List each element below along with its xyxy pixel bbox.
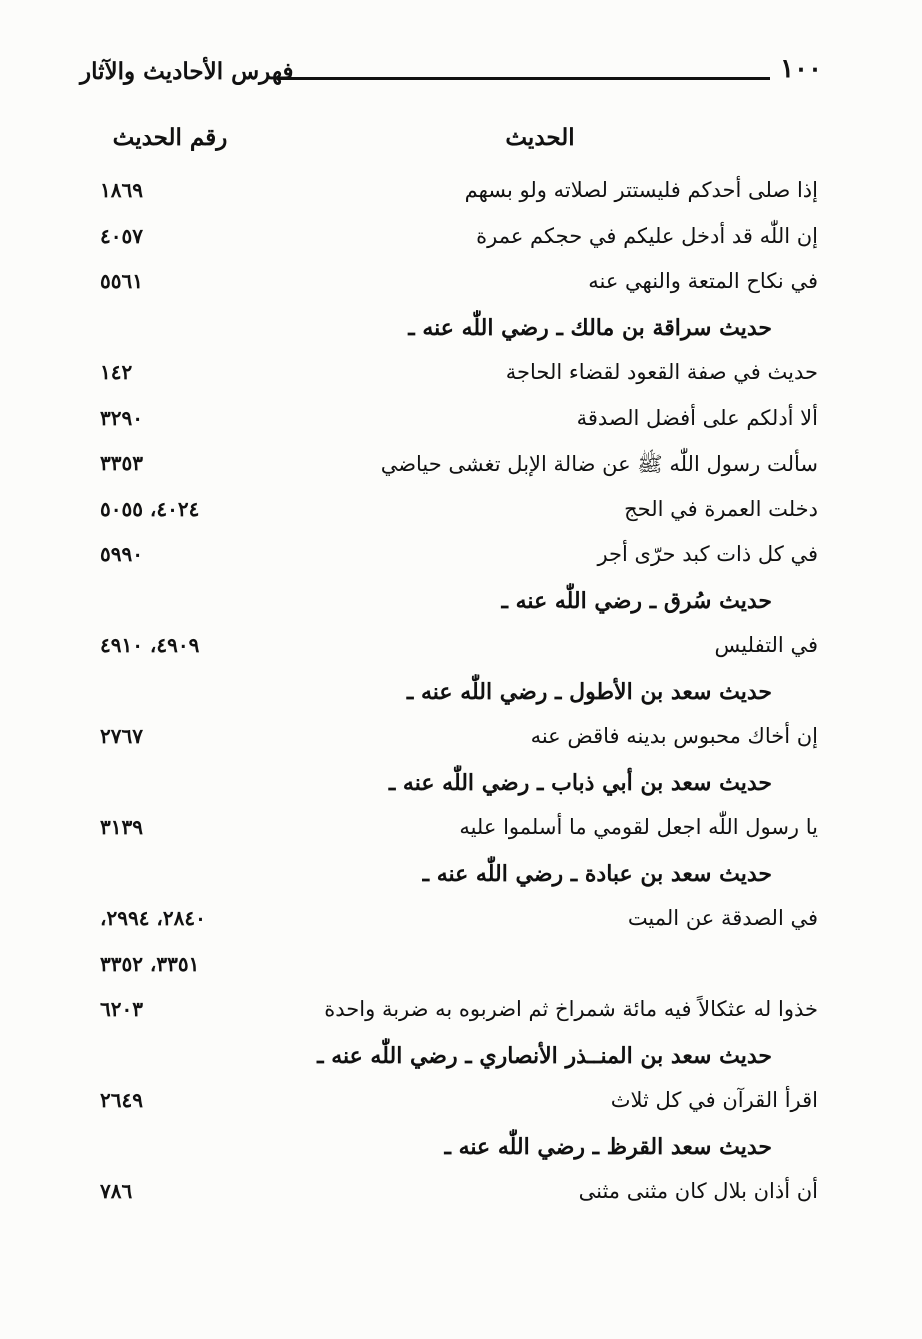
hadith-text: في كل ذات كبد حرّى أجر: [597, 542, 818, 566]
section-heading-text: حديث سعد القرظ ـ رضي اللّٰه عنه ـ: [444, 1134, 772, 1160]
hadith-number: ٤٠٥٧: [100, 224, 143, 248]
hadith-number: ٥٥٦١: [100, 269, 143, 293]
section-heading: [0, 315, 922, 355]
index-row: [0, 451, 922, 491]
index-row: [0, 542, 922, 582]
section-heading-text: حديث سعد بن أبي ذباب ـ رضي اللّٰه عنه ـ: [388, 770, 772, 796]
section-heading: [0, 861, 922, 901]
section-heading-text: حديث سعد بن الأطول ـ رضي اللّٰه عنه ـ: [406, 679, 772, 705]
hadith-text: في التفليس: [714, 633, 818, 657]
index-row: [0, 633, 922, 673]
running-title: فهرس الأحاديث والآثار: [80, 58, 294, 85]
column-header-number: رقم الحديث: [112, 124, 228, 151]
index-row: [0, 497, 922, 537]
index-row: [0, 952, 922, 992]
page-header: [80, 54, 822, 98]
hadith-number: ٣٣٥٣: [100, 451, 143, 475]
hadith-number: ٤٠٢٤، ٥٠٥٥: [100, 497, 200, 521]
hadith-number: ٣٢٩٠: [100, 406, 143, 430]
section-heading: [0, 679, 922, 719]
section-heading-text: حديث سعد بن عبادة ـ رضي اللّٰه عنه ـ: [422, 861, 772, 887]
section-heading-text: حديث سُرق ـ رضي اللّٰه عنه ـ: [501, 588, 772, 614]
hadith-text: إن أخاك محبوس بدينه فاقض عنه: [530, 724, 818, 748]
hadith-number: ١٤٢: [100, 360, 133, 384]
hadith-text: اقرأ القرآن في كل ثلاث: [610, 1088, 818, 1112]
index-row: [0, 269, 922, 309]
hadith-number: ٦٢٠٣: [100, 997, 143, 1021]
hadith-text: دخلت العمرة في الحج: [624, 497, 818, 521]
column-header-hadith: الحديث: [505, 124, 575, 151]
hadith-number: ٢٦٤٩: [100, 1088, 143, 1112]
hadith-number: ٣١٣٩: [100, 815, 143, 839]
section-heading: [0, 770, 922, 810]
hadith-text: خذوا له عثكالاً فيه مائة شمراخ ثم اضربوه به ضربة واحدة: [324, 997, 818, 1021]
header-rule: [280, 77, 770, 80]
index-row: [0, 224, 922, 264]
hadith-number: ٧٨٦: [100, 1179, 133, 1203]
hadith-text: في نكاح المتعة والنهي عنه: [588, 269, 818, 293]
hadith-number: ٥٩٩٠: [100, 542, 143, 566]
index-row: [0, 997, 922, 1037]
index-row: [0, 360, 922, 400]
hadith-number: ١٨٦٩: [100, 178, 143, 202]
section-heading: [0, 1134, 922, 1174]
index-row: [0, 724, 922, 764]
index-row: [0, 178, 922, 218]
section-heading: [0, 1043, 922, 1083]
hadith-number: ٢٧٦٧: [100, 724, 143, 748]
hadith-text: سألت رسول اللّٰه ﷺ عن ضالة الإبل تغشى حياضي: [380, 452, 818, 476]
index-row: [0, 1179, 922, 1219]
hadith-text: حديث في صفة القعود لقضاء الحاجة: [505, 360, 818, 384]
hadith-text: ألا أدلكم على أفضل الصدقة: [576, 406, 818, 430]
column-headers: [0, 124, 922, 164]
index-row: [0, 815, 922, 855]
section-heading: [0, 588, 922, 628]
hadith-number: ٢٨٤٠، ٢٩٩٤،: [100, 906, 206, 930]
hadith-text: أن أذان بلال كان مثنى مثنى: [578, 1179, 818, 1203]
index-row: [0, 1088, 922, 1128]
hadith-text: إذا صلى أحدكم فليستتر لصلاته ولو بسهم: [464, 178, 818, 202]
index-row: [0, 906, 922, 946]
hadith-text: إن اللّٰه قد أدخل عليكم في حجكم عمرة: [476, 224, 818, 248]
section-heading-text: حديث سعد بن المنــذر الأنصاري ـ رضي اللّٰه عنه ـ: [317, 1043, 772, 1069]
hadith-text: في الصدقة عن الميت: [627, 906, 818, 930]
section-heading-text: حديث سراقة بن مالك ـ رضي اللّٰه عنه ـ: [408, 315, 772, 341]
page-number: ١٠٠: [780, 54, 822, 84]
hadith-text: يا رسول اللّٰه اجعل لقومي ما أسلموا عليه: [459, 815, 818, 839]
hadith-number: ٣٣٥١، ٣٣٥٢: [100, 952, 200, 976]
hadith-number: ٤٩٠٩، ٤٩١٠: [100, 633, 200, 657]
index-row: [0, 406, 922, 446]
